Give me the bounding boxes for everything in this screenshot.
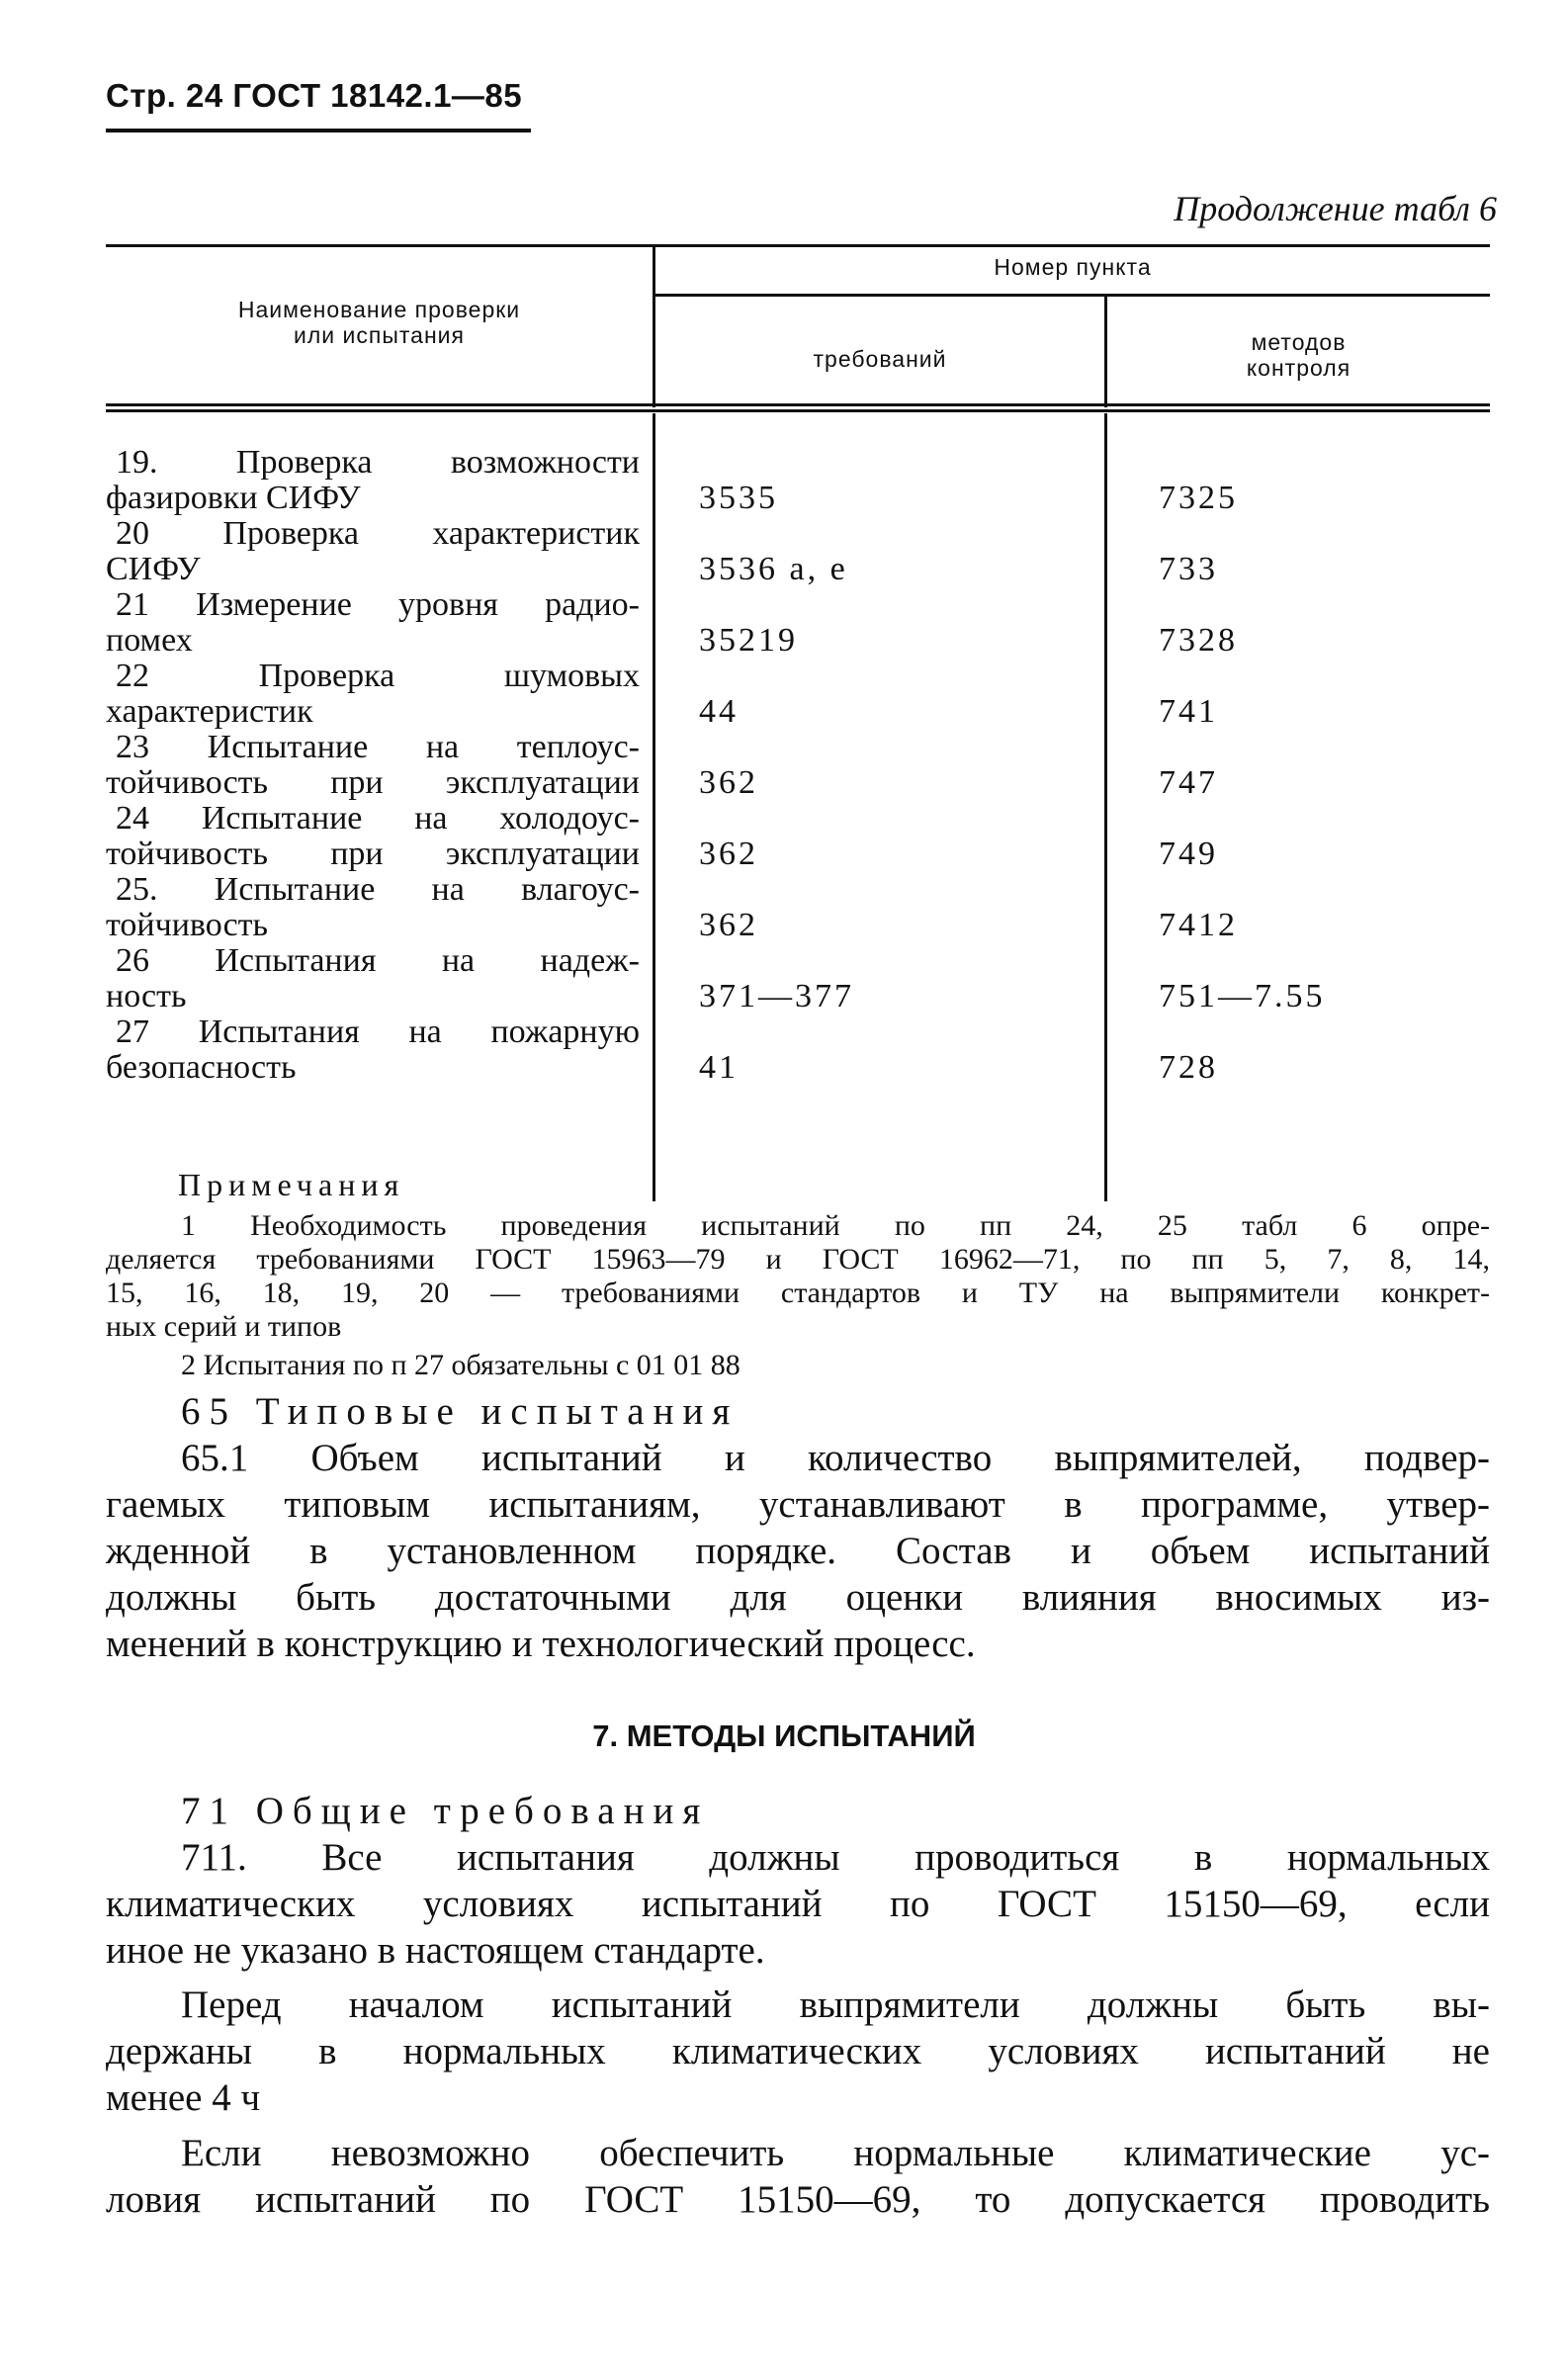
row-name: 26 Испытания на надеж- ность bbox=[106, 942, 640, 1014]
row-methods: 7328 bbox=[1159, 622, 1238, 659]
row-requirements: 362 bbox=[699, 836, 758, 872]
paragraph-if-impossible: Если невозможно обеспечить нормальные климатические ус- ловия испытаний по ГОСТ 15150—69, то допускается проводить bbox=[106, 2132, 1490, 2221]
table-top-rule bbox=[106, 244, 1490, 247]
notes-title: Примечания bbox=[178, 1167, 405, 1202]
row-methods: 7412 bbox=[1159, 907, 1238, 943]
row-methods: 733 bbox=[1159, 551, 1218, 587]
header-name-column: Наименование проверки или испытания bbox=[237, 297, 521, 348]
paragraph-before-tests: Перед началом испытаний выпрямители должны быть вы- держаны в нормальных климатических условиях испытаний не менее 4 ч bbox=[106, 1983, 1490, 2119]
row-name: 20 Проверка характеристик СИФУ bbox=[106, 515, 640, 587]
row-name: 23 Испытание на теплоус- тойчивость при эксплуатации bbox=[106, 729, 640, 801]
section-71-heading: 71 Общие требования bbox=[181, 1790, 710, 1832]
row-name: 25. Испытание на влагоус- тойчивость bbox=[106, 871, 640, 943]
table-header-rule-1 bbox=[106, 403, 1490, 406]
header-methods: методов контроля bbox=[1246, 329, 1351, 381]
page-header: Стр. 24 ГОСТ 18142.1—85 bbox=[106, 77, 523, 114]
row-name: 24 Испытание на холодоус- тойчивость при эксплуатации bbox=[106, 800, 640, 872]
section-7-title: 7. МЕТОДЫ ИСПЫТАНИЙ bbox=[592, 1718, 976, 1753]
row-requirements: 362 bbox=[699, 907, 758, 943]
row-methods: 728 bbox=[1159, 1049, 1218, 1086]
note-1: 1 Необходимость проведения испытаний по пп 24, 25 табл 6 опре- деляется требованиями ГОСТ 15963—79 и ГОСТ 16962—71, по пп 5, 7, 8, 14, 15, 16, 18, 19, 20 — требованиями стандартов и ТУ на выпрямители конкрет- ных серий и типов bbox=[106, 1209, 1490, 1343]
table-col-divider-body-2 bbox=[1104, 413, 1107, 1201]
row-requirements: 371—377 bbox=[699, 978, 854, 1014]
row-name: 27 Испытания на пожарную безопасность bbox=[106, 1013, 640, 1086]
row-methods: 749 bbox=[1159, 836, 1218, 872]
header-group: Номер пункта bbox=[994, 254, 1152, 280]
row-methods: 7325 bbox=[1159, 480, 1238, 516]
row-name: 19. Проверка возможности фазировки СИФУ bbox=[106, 444, 640, 516]
row-methods: 747 bbox=[1159, 764, 1218, 801]
row-requirements: 41 bbox=[699, 1049, 739, 1086]
row-name: 22 Проверка шумовых характеристик bbox=[106, 658, 640, 730]
note-2: 2 Испытания по п 27 обязательны с 01 01 88 bbox=[181, 1349, 740, 1381]
section-71: 71 Общие требования 711. Все испытания должны проводиться в нормальных климатических условиях испытаний по ГОСТ 15150—69, если иное не указано в настоящем стандарте. bbox=[106, 1790, 1490, 1972]
row-requirements: 3535 bbox=[699, 480, 778, 516]
table-col-divider-body-1 bbox=[653, 413, 655, 1201]
row-methods: 751—7.55 bbox=[1159, 978, 1326, 1014]
row-methods: 741 bbox=[1159, 693, 1218, 730]
row-requirements: 3536 а, е bbox=[699, 551, 848, 587]
table-continuation-label: Продолжение табл 6 bbox=[1174, 189, 1497, 228]
table-header-rule-2 bbox=[106, 409, 1490, 412]
row-requirements: 35219 bbox=[699, 622, 798, 659]
row-requirements: 44 bbox=[699, 693, 739, 730]
header-requirements: требований bbox=[813, 346, 947, 372]
row-name: 21 Измерение уровня радио- помех bbox=[106, 586, 640, 659]
section-65-heading: 65 Типовые испытания bbox=[181, 1390, 740, 1433]
table-group-rule bbox=[654, 294, 1490, 297]
row-requirements: 362 bbox=[699, 764, 758, 801]
section-65: 65 Типовые испытания 65.1 Объем испытаний и количество выпрямителей, подвер- гаемых типовым испытаниям, устанавливают в программе, утвер- жденной в установленном порядке. Состав и объем испытаний должны быть достаточными для оценки влияния вносимых из- менений в конструкцию и технологический процесс. bbox=[106, 1390, 1490, 1665]
header-rule bbox=[106, 129, 531, 132]
